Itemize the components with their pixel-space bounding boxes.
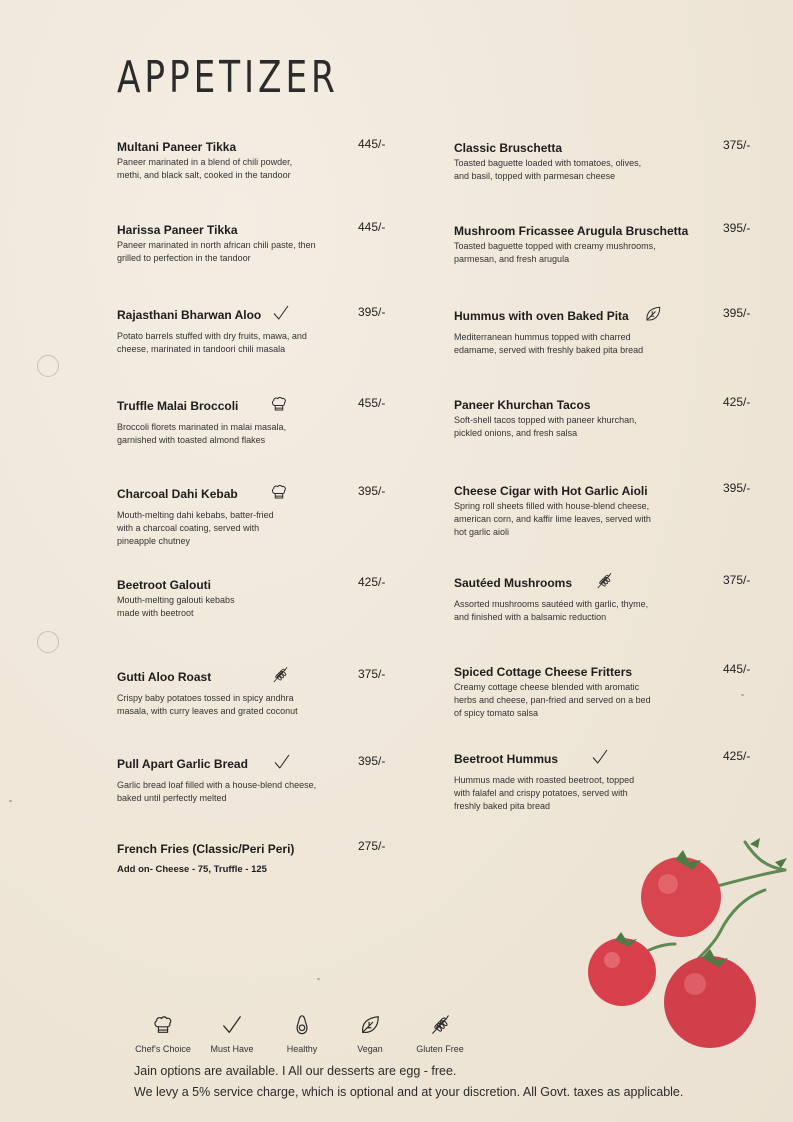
item-price: 445/-: [358, 220, 386, 234]
item-price: 395/-: [358, 484, 386, 498]
legend-label: Chef's Choice: [135, 1044, 191, 1054]
item-description: [454, 598, 648, 624]
item-description: [117, 594, 235, 620]
tomato-vine-illustration: [570, 832, 793, 1052]
description-line: and finished with a balsamic reduction: [454, 612, 607, 622]
description-line: Broccoli florets marinated in malai masala,: [117, 422, 287, 432]
item-name: Charcoal Dahi Kebab: [117, 487, 238, 501]
description-line: methi, and black salt, cooked in the tandoor: [117, 170, 291, 180]
item-description: [454, 331, 643, 357]
item-description: [117, 330, 307, 356]
description-line: made with beetroot: [117, 608, 194, 618]
description-line: of spicy tomato salsa: [454, 708, 539, 718]
item-description: [117, 779, 316, 805]
paper-speck: [9, 800, 12, 802]
item-name: Spiced Cottage Cheese Fritters: [454, 665, 633, 679]
item-description: [117, 239, 316, 265]
item-name: Harissa Paneer Tikka: [117, 223, 238, 237]
description-line: with a charcoal coating, served with: [117, 523, 260, 533]
item-name: Sautéed Mushrooms: [454, 576, 573, 590]
description-line: Garlic bread loaf filled with a house-blend cheese,: [117, 780, 317, 790]
page-title: APPETIZER: [117, 52, 339, 103]
item-name: Hummus with oven Baked Pita: [454, 309, 629, 323]
item-description: [454, 500, 651, 539]
description-line: grilled to perfection in the tandoor: [117, 253, 251, 263]
description-line: parmesan, and fresh arugula: [454, 254, 570, 264]
leaf-icon: [644, 305, 662, 323]
description-line: hot garlic aioli: [454, 527, 510, 537]
check-icon: [273, 753, 291, 771]
item-name: French Fries (Classic/Peri Peri): [117, 842, 295, 856]
description-line: with falafel and crispy potatoes, served with: [454, 788, 628, 798]
binder-ring: [37, 355, 59, 377]
item-description: [454, 774, 634, 813]
description-line: Toasted baguette topped with creamy mushrooms,: [454, 241, 656, 251]
item-price: 395/-: [723, 306, 751, 320]
description-line: cheese, marinated in tandoori chili masala: [117, 344, 286, 354]
description-line: garnished with toasted almond flakes: [117, 435, 266, 445]
item-price: 275/-: [358, 839, 386, 853]
footer-jain-note: Jain options are available. I All our desserts are egg - free.: [134, 1064, 457, 1078]
description-line: Paneer marinated in a blend of chili powder,: [117, 157, 293, 167]
legend-label: Must Have: [210, 1044, 254, 1054]
binder-ring: [37, 631, 59, 653]
paper-speck: [317, 978, 320, 980]
wheat-icon: [595, 572, 613, 590]
item-price: 375/-: [358, 667, 386, 681]
item-price: 375/-: [723, 138, 751, 152]
legend-label: Vegan: [357, 1044, 383, 1054]
chef-hat-icon: [152, 1014, 174, 1036]
item-description: [117, 509, 274, 548]
item-name: Mushroom Fricassee Arugula Bruschetta: [454, 224, 689, 238]
item-name: Truffle Malai Broccoli: [117, 399, 239, 413]
description-line: Hummus made with roasted beetroot, topped: [454, 775, 635, 785]
description-line: american corn, and kaffir lime leaves, served with: [454, 514, 651, 524]
description-line: Mouth-melting galouti kebabs: [117, 595, 235, 605]
description-line: Creamy cottage cheese blended with aromatic: [454, 682, 640, 692]
item-price: 445/-: [358, 137, 386, 151]
wheat-icon: [429, 1014, 451, 1036]
item-description: [454, 414, 637, 440]
description-line: freshly baked pita bread: [454, 801, 551, 811]
avocado-icon: [291, 1014, 313, 1036]
item-description: [117, 692, 298, 718]
description-line: Toasted baguette loaded with tomatoes, olives,: [454, 158, 642, 168]
item-price: 395/-: [723, 481, 751, 495]
description-line: Crispy baby potatoes tossed in spicy andhra: [117, 693, 294, 703]
paper-speck: [741, 694, 744, 696]
chef-hat-icon: [270, 483, 288, 501]
legend-item: [192, 1014, 272, 1054]
item-price: 395/-: [358, 305, 386, 319]
item-name: Classic Bruschetta: [454, 141, 563, 155]
footer-service-charge-note: We levy a 5% service charge, which is optional and at your discretion. All Govt. taxes as applicable.: [134, 1085, 684, 1099]
description-line: herbs and cheese, pan-fried and served on a bed: [454, 695, 651, 705]
item-name: Multani Paneer Tikka: [117, 140, 237, 154]
item-name: Beetroot Hummus: [454, 752, 559, 766]
item-price: 425/-: [723, 749, 751, 763]
description-line: Paneer marinated in north african chili paste, then: [117, 240, 316, 250]
description-line: and basil, topped with parmesan cheese: [454, 171, 616, 181]
chef-hat-icon: [270, 395, 288, 413]
item-name: Beetroot Galouti: [117, 578, 212, 592]
item-name: Cheese Cigar with Hot Garlic Aioli: [454, 484, 648, 498]
description-line: pickled onions, and fresh salsa: [454, 428, 578, 438]
legend-item: [330, 1014, 410, 1054]
description-line: pineapple chutney: [117, 536, 191, 546]
item-name: Pull Apart Garlic Bread: [117, 757, 248, 771]
wheat-icon: [271, 666, 289, 684]
leaf-icon: [359, 1014, 381, 1036]
legend-label: Healthy: [286, 1044, 318, 1054]
item-price: 425/-: [723, 395, 751, 409]
item-name: Rajasthani Bharwan Aloo: [117, 308, 262, 322]
description-line: masala, with curry leaves and grated coconut: [117, 706, 298, 716]
item-name: Paneer Khurchan Tacos: [454, 398, 591, 412]
item-price: 395/-: [723, 221, 751, 235]
legend-item: [400, 1014, 480, 1054]
item-price: 425/-: [358, 575, 386, 589]
description-line: baked until perfectly melted: [117, 793, 227, 803]
description-line: Soft-shell tacos topped with paneer khurchan,: [454, 415, 637, 425]
item-description: [454, 157, 641, 183]
legend-item: [123, 1014, 203, 1054]
check-icon: [221, 1014, 243, 1036]
item-price: 455/-: [358, 396, 386, 410]
check-icon: [272, 304, 290, 322]
item-description: [117, 156, 292, 182]
check-icon: [591, 748, 609, 766]
item-price: 375/-: [723, 573, 751, 587]
item-description: [454, 681, 651, 720]
description-line: edamame, served with freshly baked pita bread: [454, 345, 644, 355]
item-description: [454, 240, 656, 266]
description-line: Mediterranean hummus topped with charred: [454, 332, 631, 342]
item-addon: Add on- Cheese - 75, Truffle - 125: [117, 864, 267, 875]
legend-label: Gluten Free: [416, 1044, 464, 1054]
item-price: 395/-: [358, 754, 386, 768]
item-price: 445/-: [723, 662, 751, 676]
item-description: [117, 421, 286, 447]
description-line: Potato barrels stuffed with dry fruits, mawa, and: [117, 331, 307, 341]
description-line: Mouth-melting dahi kebabs, batter-fried: [117, 510, 274, 520]
item-name: Gutti Aloo Roast: [117, 670, 212, 684]
description-line: Assorted mushrooms sautéed with garlic, thyme,: [454, 599, 649, 609]
description-line: Spring roll sheets filled with house-blend cheese,: [454, 501, 650, 511]
